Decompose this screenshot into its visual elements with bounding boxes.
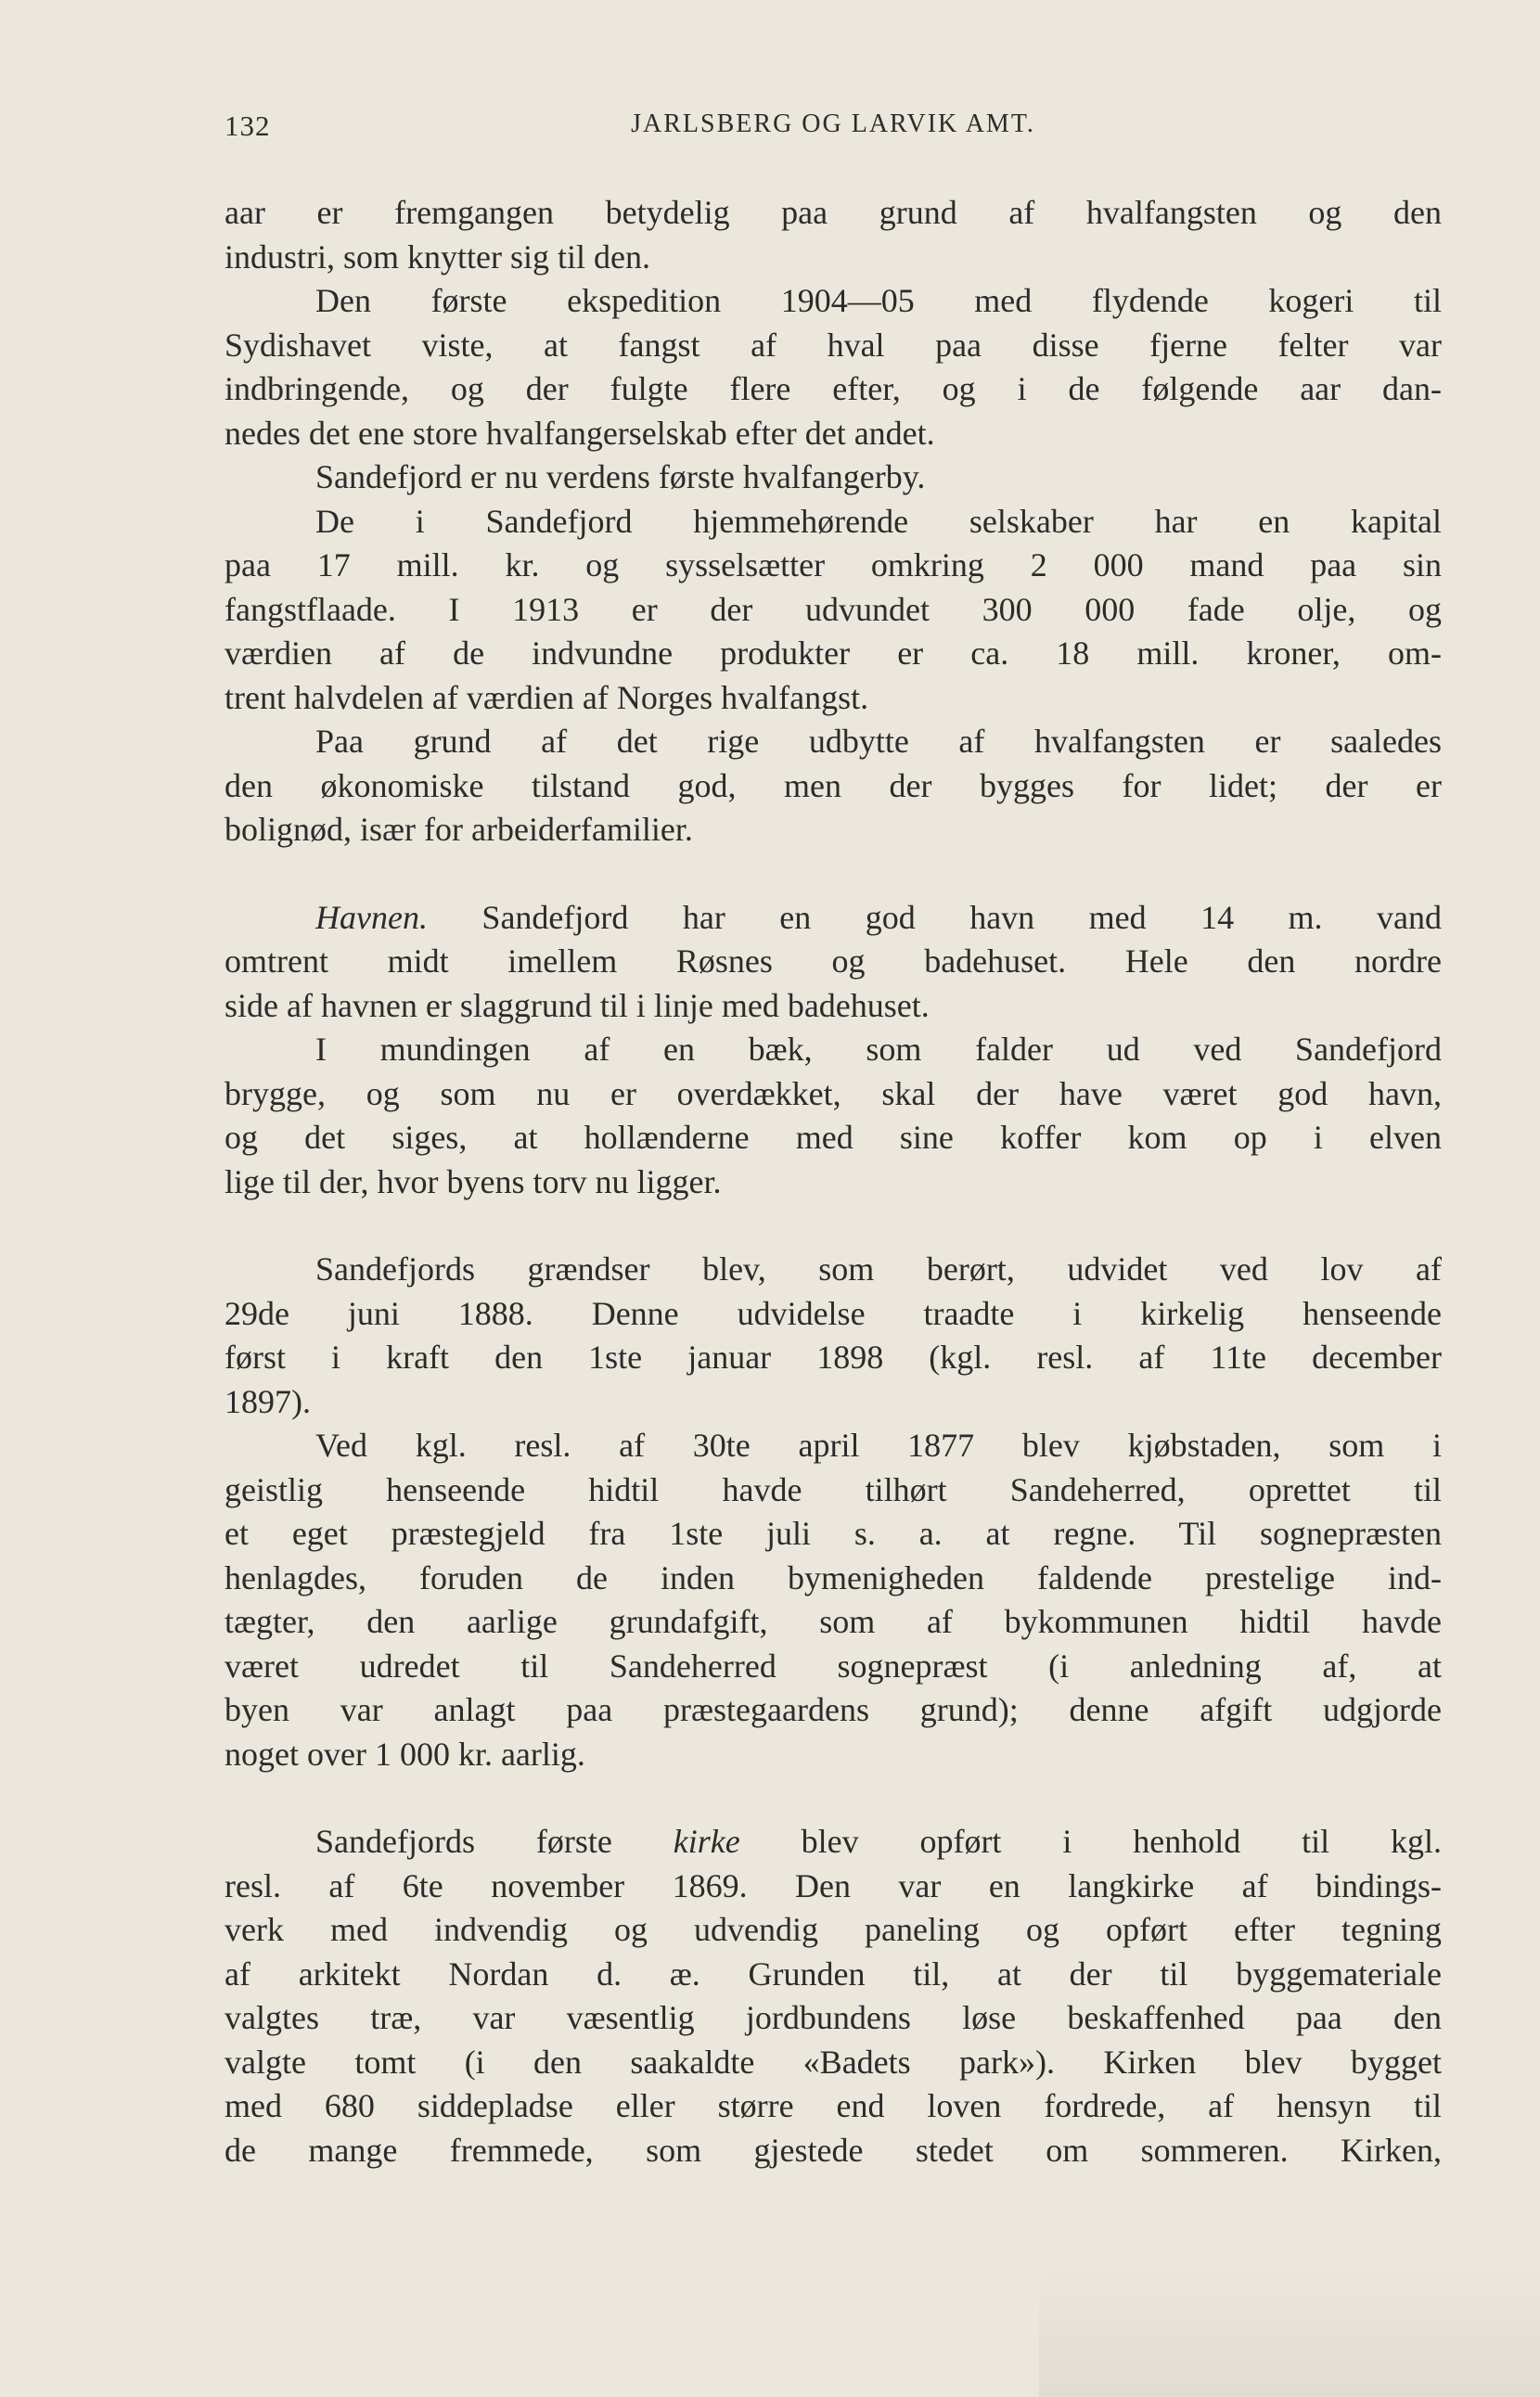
text-line: geistlig henseende hidtil havde tilhørt Sandeherred, oprettet til	[225, 1470, 1442, 1508]
text-line: byen var anlagt paa præstegaardens grund); denne afgift udgjorde	[225, 1691, 1442, 1728]
text-line: verk med indvendig og udvendig paneling og opført efter tegning	[225, 1911, 1442, 1948]
text-line: af arkitekt Nordan d. æ. Grunden til, at der til byggemateriale	[225, 1955, 1442, 1993]
text-line: omtrent midt imellem Røsnes og badehuset. Hele den nordre	[225, 942, 1442, 980]
page-header	[225, 109, 1442, 156]
italic-term: kirke	[673, 1823, 740, 1860]
text-line: valgtes træ, var væsentlig jordbundens løse beskaffenhed paa den	[225, 1999, 1442, 2036]
text-line: fangstflaade. I 1913 er der udvundet 300 000 fade olje, og	[225, 590, 1442, 628]
text-line: 1897).	[225, 1382, 311, 1420]
body-text	[225, 191, 1442, 2173]
text-line: Den første ekspedition 1904—05 med flydende kogeri til	[315, 282, 1442, 319]
text-line: I mundingen af en bæk, som falder ud ved Sandefjord	[315, 1031, 1442, 1068]
text-line: trent halvdelen af værdien af Norges hvalfangst.	[225, 678, 869, 716]
text-line: bolignød, især for arbeiderfamilier.	[225, 811, 693, 848]
text-line: Ved kgl. resl. af 30te april 1877 blev kjøbstaden, som i	[315, 1427, 1442, 1464]
italic-heading: Havnen.	[315, 898, 428, 936]
text-line: Sandefjords grændser blev, som berørt, udvidet ved lov af	[315, 1250, 1442, 1288]
text-line: med 680 siddepladse eller større end loven fordrede, af hensyn til	[225, 2087, 1442, 2124]
text-line: værdien af de indvundne produkter er ca. 18 mill. kroner, om-	[225, 634, 1442, 672]
paragraph-gap	[225, 1204, 1442, 1248]
text-line: den økonomiske tilstand god, men der bygges for lidet; der er	[225, 766, 1442, 804]
page-corner-shadow	[1039, 2267, 1540, 2397]
text-line: industri, som knytter sig til den.	[225, 237, 650, 276]
text-line: 29de juni 1888. Denne udvidelse traadte i kirkelig henseende	[225, 1294, 1442, 1332]
text-line: henlagdes, foruden de inden bymenigheden faldende prestelige ind-	[225, 1558, 1442, 1596]
text-line: valgte tomt (i den saakaldte «Badets park»). Kirken blev bygget	[225, 2043, 1442, 2081]
running-title: JARLSBERG OG LARVIK AMT.	[631, 109, 1035, 138]
text-line: noget over 1 000 kr. aarlig.	[225, 1735, 585, 1773]
text-line: et eget præstegjeld fra 1ste juli s. a. at regne. Til sognepræsten	[225, 1515, 1442, 1552]
text-line: tægter, den aarlige grundafgift, som af bykommunen hidtil havde	[225, 1603, 1442, 1640]
text-line: Paa grund af det rige udbytte af hvalfangsten er saaledes	[315, 723, 1442, 760]
text-line: Sydishavet viste, at fangst af hval paa disse fjerne felter var	[225, 326, 1442, 364]
text-line: indbringende, og der fulgte flere efter, og i de følgende aar dan-	[225, 370, 1442, 407]
text-line: og det siges, at hollænderne med sine koffer kom op i elven	[225, 1119, 1442, 1156]
text-line: paa 17 mill. kr. og sysselsætter omkring 2 000 mand paa sin	[225, 546, 1442, 583]
text-line: De i Sandefjord hjemmehørende selskaber har en kapital	[315, 502, 1442, 540]
text-line: nedes det ene store hvalfangerselskab efter det andet.	[225, 414, 935, 452]
text-line: lige til der, hvor byens torv nu ligger.	[225, 1162, 722, 1200]
paragraph-gap	[225, 1776, 1442, 1820]
text-line: resl. af 6te november 1869. Den var en langkirke af bindings-	[225, 1866, 1442, 1904]
text-line: aar er fremgangen betydelig paa grund af hvalfangsten og den	[225, 194, 1442, 231]
text-line: brygge, og som nu er overdækket, skal der have været god havn,	[225, 1074, 1442, 1112]
text-line: side af havnen er slaggrund til i linje med badehuset.	[225, 986, 930, 1024]
text-line: været udredet til Sandeherred sognepræst (i anledning af, at	[225, 1647, 1442, 1685]
page-number: 132	[225, 109, 271, 142]
text-line: Sandefjord er nu verdens første hvalfangerby.	[315, 458, 926, 495]
text-line: Sandefjords første kirke blev opført i henhold til kgl.	[315, 1823, 1443, 1860]
paragraph-gap	[225, 852, 1442, 896]
text-line: Havnen. Sandefjord har en god havn med 14 m. vand	[315, 898, 1442, 936]
text-line: de mange fremmede, som gjestede stedet om sommeren. Kirken,	[225, 2131, 1442, 2169]
text-line: først i kraft den 1ste januar 1898 (kgl. resl. af 11te december	[225, 1339, 1442, 1376]
